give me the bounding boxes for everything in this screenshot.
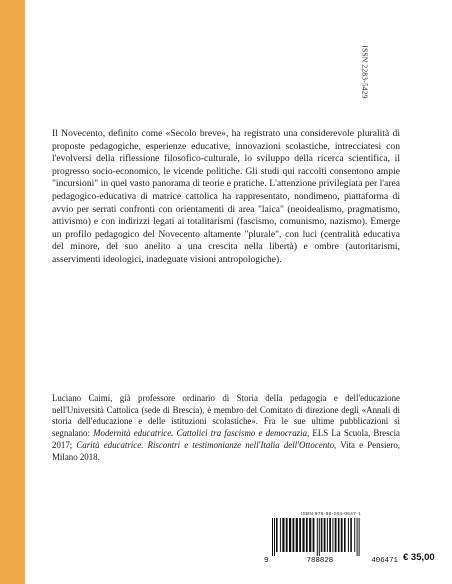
barcode-bar	[309, 518, 311, 552]
barcode-bar	[272, 518, 273, 556]
barcode-bar	[306, 518, 308, 552]
bio-part-2: , ELS La Scuola, Brescia 2017;	[52, 428, 400, 450]
barcode-bar	[344, 518, 346, 552]
barcode-first-digit: 9	[264, 557, 269, 565]
barcode-digits	[264, 557, 398, 565]
price-label: € 35,00	[403, 552, 435, 563]
author-bio	[52, 393, 400, 463]
barcode-bar	[286, 518, 288, 552]
barcode-bar	[274, 518, 275, 556]
issn-text: ISSN 2283-5429	[360, 45, 369, 99]
barcode-bar	[299, 518, 301, 552]
barcode-bar	[332, 518, 333, 552]
barcode-bar	[321, 518, 323, 552]
barcode-bar	[348, 518, 349, 552]
issn-vertical	[359, 42, 370, 102]
barcode-right-group: 406471	[371, 557, 398, 565]
isbn-label: ISBN 978-88-284-0647-1	[300, 511, 362, 516]
barcode-bars	[266, 518, 398, 556]
bio-book-title-1: Modernità educatrice. Cattolici tra fascismo e democrazia	[93, 428, 308, 439]
barcode-bar	[296, 518, 298, 552]
barcode-bar	[289, 518, 291, 552]
barcode-bar	[327, 518, 328, 552]
barcode-bar	[338, 518, 340, 552]
barcode-bar	[317, 518, 318, 556]
bio-part-3: , Vita e Pensiero, Milano 2018.	[52, 439, 401, 462]
barcode-bar	[359, 518, 360, 556]
barcode-bar	[324, 518, 326, 552]
barcode-bar	[357, 518, 358, 556]
barcode-bar	[354, 518, 355, 552]
barcode-bar	[350, 518, 352, 552]
bio-part-1: Luciano Caimi, già professore ordinario di Storia della pedagogia e dell'educazione nell'Università Cattolica (sede di Brescia), è membro del Comitato di direzione degli «Annali di storia dell'educazione e delle istituzioni scolastiche». Fra le sue ultime pubblicazioni si segnalano:	[52, 393, 400, 439]
barcode-bar	[302, 518, 304, 552]
abstract-text: Il Novecento, definito come «Secolo breve», ha registrato una considerevole pluralità di proposte pedagogiche, esperienze educative, innovazioni scolastiche, intrecciatesi con l'evolversi della riflessione filosofico-culturale, lo sviluppo della ricerca scientifica, il progresso socio-economico, le vicende politiche. Gli studi qui raccolti consentono ampie "incursioni" in quel vasto panorama di teorie e pratiche. L'attenzione privilegiata per l'area pedagogico-educativa di matrice cattolica ha rappresentato, nondimeno, piattaforma di avvio per serrati confronti con orientamenti di area "laica" (neoidealismo, pragmatismo, attivismo) e con indirizzi legati ai totalitarismi (fascismo, comunismo, nazismo). Emerge un profilo pedagogico del Novecento altamente "plurale", con luci (centralità educativa del minore, del suo anelito a una crescita nella libertà) e ombre (autoritarismi, asservimenti ideologici, inadeguate visioni antropologiche).	[52, 128, 400, 265]
barcode-left-group: 788828	[306, 557, 334, 565]
barcode-bar	[276, 518, 278, 552]
orange-spine-band	[0, 0, 25, 584]
barcode-bar	[313, 518, 315, 552]
barcode-bar	[319, 518, 320, 556]
barcode-bar	[293, 518, 295, 552]
barcode-bar	[280, 518, 281, 552]
barcode-bar	[282, 518, 284, 552]
barcode	[264, 511, 398, 566]
barcode-bar	[335, 518, 337, 552]
barcode-bar	[329, 518, 331, 552]
barcode-bar	[341, 518, 343, 552]
bio-book-title-2: Carità educatrice. Riscontri e testimonianze nell'Italia dell'Ottocento	[76, 439, 335, 450]
